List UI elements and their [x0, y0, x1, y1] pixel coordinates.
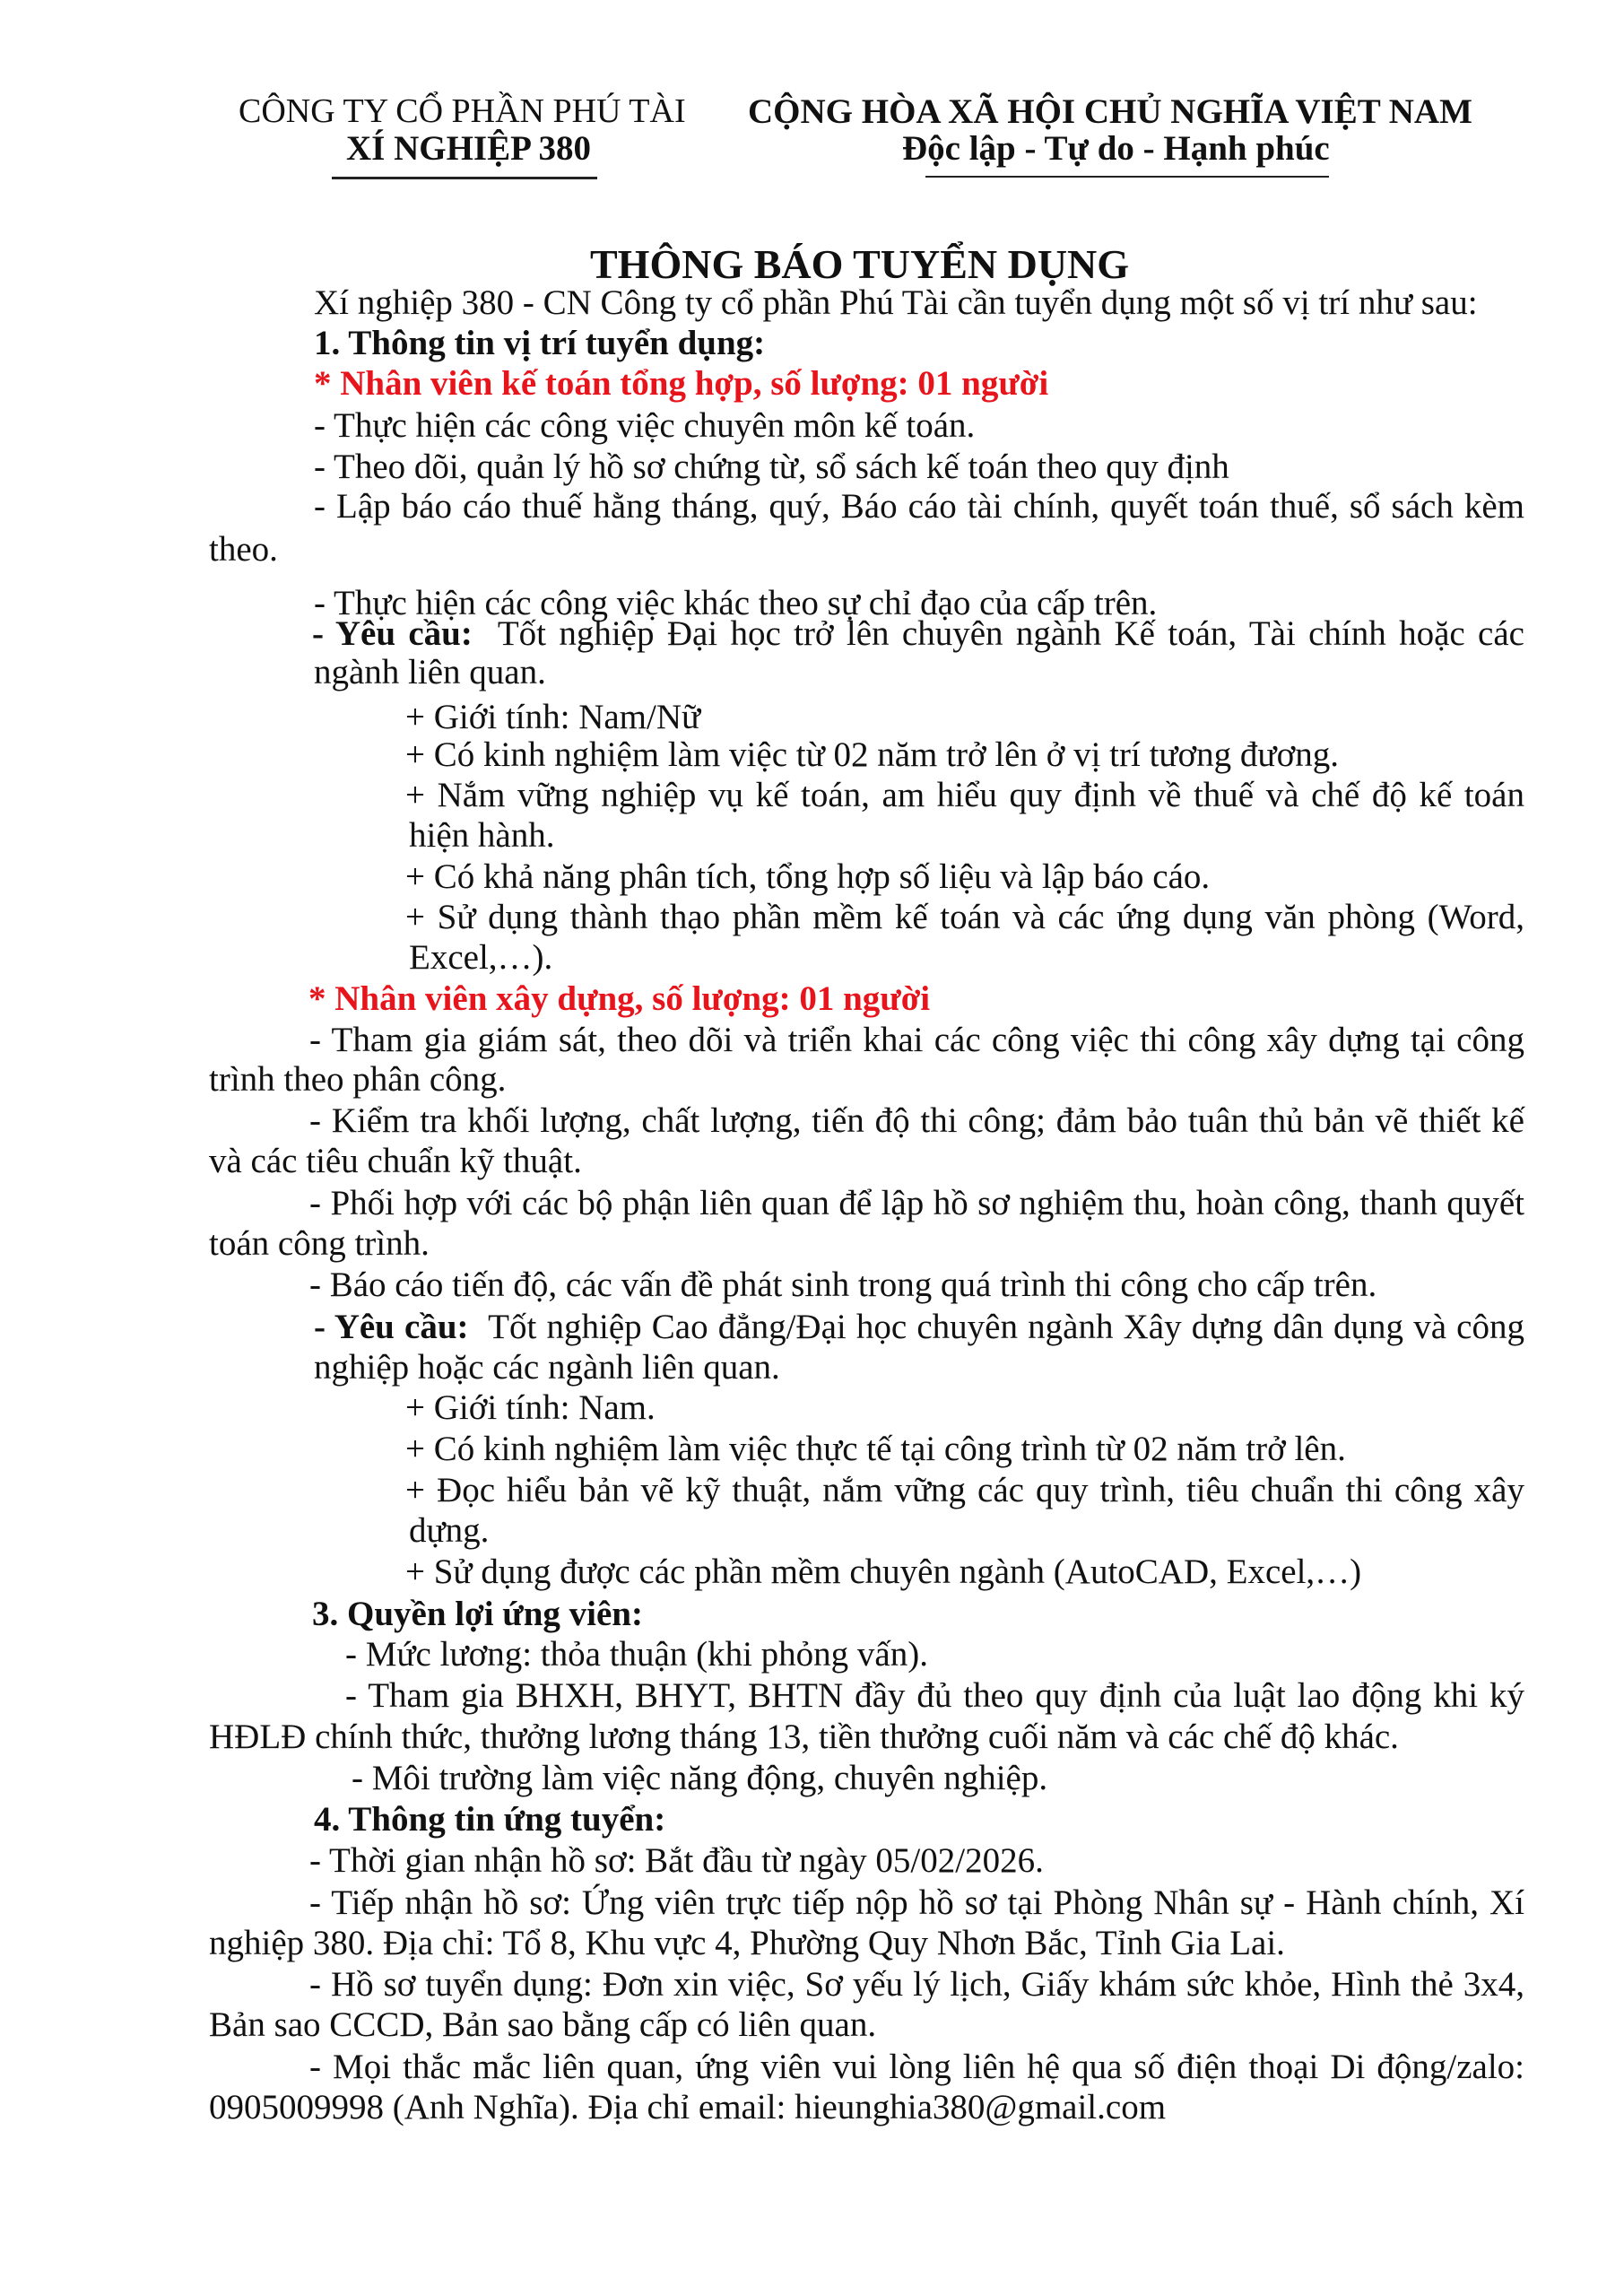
position2-requirement: + Đọc hiểu bản vẽ kỹ thuật, nắm vững các quy trình, tiêu chuẩn thi công xây — [405, 1471, 1524, 1509]
requirement-text: Tốt nghiệp Cao đẳng/Đại học chuyên ngành Xây dựng dân dụng và công — [488, 1308, 1524, 1346]
requirement-text-cont: nghiệp hoặc các ngành liên quan. — [314, 1348, 780, 1387]
application-item-cont: nghiệp 380. Địa chỉ: Tổ 8, Khu vực 4, Phường Quy Nhơn Bắc, Tỉnh Gia Lai. — [209, 1924, 1285, 1962]
application-item: - Hồ sơ tuyển dụng: Đơn xin việc, Sơ yếu lý lịch, Giấy khám sức khỏe, Hình thẻ 3x4, — [309, 1965, 1524, 2004]
position1-requirement-summary — [312, 616, 1524, 651]
position2-duty: - Báo cáo tiến độ, các vấn đề phát sinh trong quá trình thi công cho cấp trên. — [309, 1265, 1377, 1304]
position2-title: * Nhân viên xây dựng, số lượng: 01 người — [308, 979, 931, 1018]
requirement-text-cont: ngành liên quan. — [314, 653, 546, 691]
position2-requirement: + Sử dụng được các phần mềm chuyên ngành (AutoCAD, Excel,…) — [405, 1552, 1362, 1591]
benefit-item-cont: HĐLĐ chính thức, thưởng lương tháng 13, tiền thưởng cuối năm và các chế độ khác. — [209, 1718, 1399, 1756]
contact-line: 0905009998 (Anh Nghĩa). Địa chỉ email: hieunghia380@gmail.com — [209, 2088, 1167, 2126]
position1-requirement: + Có kinh nghiệm làm việc từ 02 năm trở lên ở vị trí tương đương. — [405, 735, 1339, 774]
position2-duty: - Phối hợp với các bộ phận liên quan để lập hồ sơ nghiệm thu, hoàn công, thanh quyết — [309, 1184, 1524, 1222]
position2-duty: - Kiểm tra khối lượng, chất lượng, tiến độ thi công; đảm bảo tuân thủ bản vẽ thiết kế — [309, 1101, 1524, 1140]
application-item: - Tiếp nhận hồ sơ: Ứng viên trực tiếp nộp hồ sơ tại Phòng Nhân sự - Hành chính, Xí — [309, 1883, 1524, 1922]
position2-duty-cont: trình theo phân công. — [209, 1060, 507, 1099]
application-item-cont: Bản sao CCCD, Bản sao bằng cấp có liên quan. — [209, 2005, 877, 2044]
benefit-item: - Mức lương: thỏa thuận (khi phỏng vấn). — [345, 1635, 928, 1674]
nation-name: CỘNG HÒA XÃ HỘI CHỦ NGHĨA VIỆT NAM — [748, 92, 1472, 131]
position1-duty-cont: theo. — [209, 530, 278, 569]
position1-requirement: + Sử dụng thành thạo phần mềm kế toán và các ứng dụng văn phòng (Word, — [405, 898, 1524, 936]
motto: Độc lập - Tự do - Hạnh phúc — [902, 129, 1330, 168]
section1-heading: 1. Thông tin vị trí tuyển dụng: — [314, 324, 766, 362]
branch-name: XÍ NGHIỆP 380 — [346, 129, 592, 168]
position2-duty: - Tham gia giám sát, theo dõi và triển khai các công việc thi công xây dựng tại công — [309, 1021, 1524, 1059]
position2-requirement-summary — [314, 1309, 1524, 1344]
position2-requirement: + Giới tính: Nam. — [405, 1388, 656, 1427]
section3-heading: 3. Quyền lợi ứng viên: — [312, 1595, 643, 1633]
position2-requirement-cont: dựng. — [409, 1511, 490, 1550]
application-item: - Thời gian nhận hồ sơ: Bắt đầu từ ngày 05/02/2026. — [309, 1841, 1044, 1880]
position1-requirement-cont: Excel,…). — [409, 938, 553, 977]
position1-duty: - Thực hiện các công việc chuyên môn kế toán. — [314, 406, 976, 445]
benefit-item: - Môi trường làm việc năng động, chuyên nghiệp. — [352, 1759, 1048, 1797]
branch-underline — [332, 177, 597, 179]
position1-duty: - Theo dõi, quản lý hồ sơ chứng từ, sổ sách kế toán theo quy định — [314, 448, 1229, 486]
position1-requirement: + Giới tính: Nam/Nữ — [405, 698, 701, 736]
company-name: CÔNG TY CỔ PHẦN PHÚ TÀI — [239, 92, 686, 130]
motto-underline — [925, 176, 1329, 178]
application-item: - Mọi thắc mắc liên quan, ứng viên vui lòng liên hệ qua số điện thoại Di động/zalo: — [309, 2048, 1524, 2086]
position1-requirement: + Nắm vững nghiệp vụ kế toán, am hiểu quy định về thuế và chế độ kế toán — [405, 776, 1524, 814]
position1-requirement: + Có khả năng phân tích, tổng hợp số liệu và lập báo cáo. — [405, 857, 1211, 896]
requirement-label: - Yêu cầu: — [312, 614, 473, 653]
position2-duty-cont: và các tiêu chuẩn kỹ thuật. — [209, 1142, 582, 1180]
requirement-label: - Yêu cầu: — [314, 1308, 469, 1346]
benefit-item: - Tham gia BHXH, BHYT, BHTN đầy đủ theo quy định của luật lao động khi ký — [345, 1676, 1524, 1715]
position1-duty: - Thực hiện các công việc khác theo sự chỉ đạo của cấp trên. — [314, 584, 1158, 622]
position1-title: * Nhân viên kế toán tổng hợp, số lượng: 01 người — [314, 364, 1049, 403]
requirement-text: Tốt nghiệp Đại học trở lên chuyên ngành Kế toán, Tài chính hoặc các — [497, 614, 1524, 653]
section4-heading: 4. Thông tin ứng tuyển: — [314, 1800, 666, 1839]
position2-requirement: + Có kinh nghiệm làm việc thực tế tại công trình từ 02 năm trở lên. — [405, 1430, 1346, 1468]
position2-duty-cont: toán công trình. — [209, 1224, 430, 1263]
intro-text: Xí nghiệp 380 - CN Công ty cổ phần Phú Tài cần tuyển dụng một số vị trí như sau: — [314, 283, 1478, 322]
page-title: THÔNG BÁO TUYỂN DỤNG — [590, 241, 1130, 287]
position1-requirement-cont: hiện hành. — [409, 816, 555, 855]
position1-duty: - Lập báo cáo thuế hằng tháng, quý, Báo cáo tài chính, quyết toán thuế, sổ sách kèm — [314, 487, 1524, 526]
